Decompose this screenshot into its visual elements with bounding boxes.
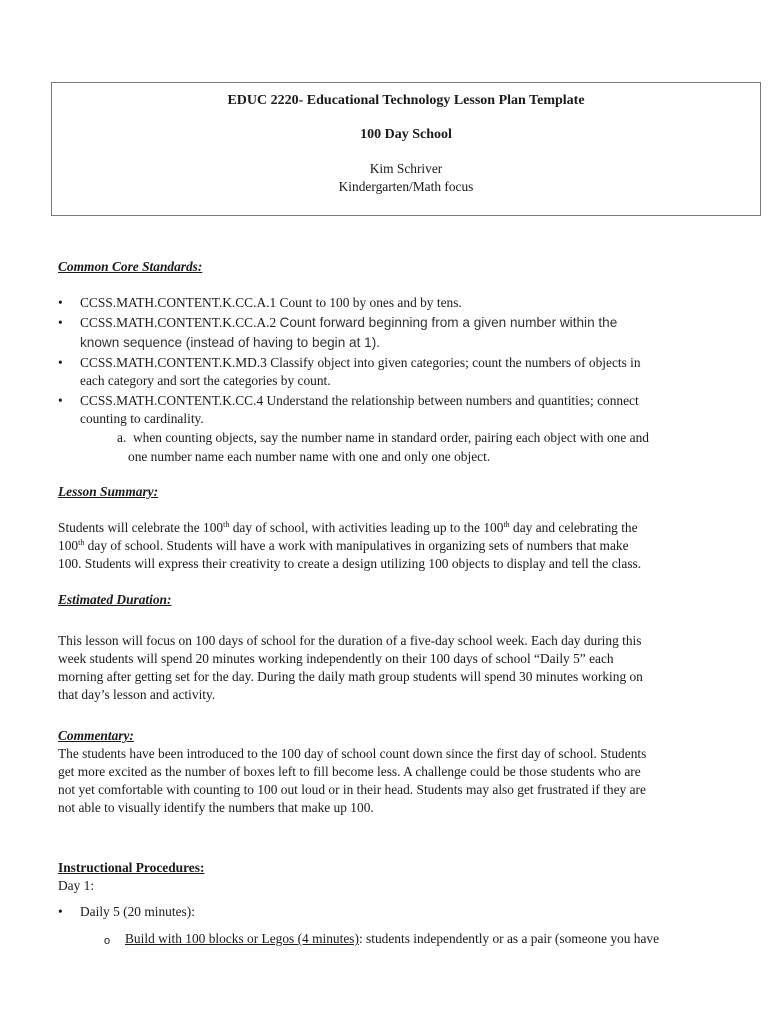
standard-item-4-cont: counting to cardinality. [80,411,204,426]
summary-line-3: 100. Students will express their creativity to create a design utilizing 100 objects to display and tell the class. [58,556,642,571]
commentary-line-3: not yet comfortable with counting to 100 out loud or in their head. Students may also get frustrated if they are [58,782,646,797]
standard-item-1: CCSS.MATH.CONTENT.K.CC.A.1 Count to 100 by ones and by tens. [80,295,462,310]
daily5-item: Daily 5 (20 minutes): [80,904,195,919]
commentary-line-4: not able to visually identify the numbers that make up 100. [58,800,374,815]
standard-item-2 [80,314,720,332]
sub-item-text-cont: one number name each number name with one and only one object. [128,449,491,464]
day-label: Day 1: [58,878,95,893]
commentary-heading: Commentary: [58,728,134,743]
bullet-icon: • [58,295,63,310]
commentary-line-1: The students have been introduced to the 100 day of school count down since the first day of school. Students [58,746,647,761]
grade-focus: Kindergarten/Math focus [338,179,474,194]
standards-heading: Common Core Standards: [58,259,203,274]
summary-line-2: 100th day of school. Students will have a work with manipulatives in organizing sets of numbers that make [58,538,629,553]
standard-item-4: CCSS.MATH.CONTENT.K.CC.4 Understand the relationship between numbers and quantities; connect [80,393,639,408]
summary-line-1: Students will celebrate the 100th day of school, with activities leading up to the 100th day and celebrating the [58,520,638,535]
bullet-icon: • [58,315,63,330]
standard-item-3-cont: each category and sort the categories by count. [80,373,331,388]
circle-bullet-icon: o [104,935,111,947]
bullet-icon: • [58,355,63,370]
sub-item-marker: a. [117,430,127,445]
standard-text: Count forward beginning from a given number within the [279,315,618,330]
standard-item-2-cont: known sequence (instead of having to begin at 1). [80,335,381,350]
document-title: EDUC 2220- Educational Technology Lesson Plan Template [227,93,585,108]
standard-item-3: CCSS.MATH.CONTENT.K.MD.3 Classify object into given categories; count the numbers of objects in [80,355,641,370]
duration-line-4: that day’s lesson and activity. [58,687,216,702]
sub-item-text: when counting objects, say the number name in standard order, pairing each object with one and [133,430,649,445]
duration-line-2: week students will spend 20 minutes working independently on their 100 days of school “Daily 5” each [58,651,614,666]
activity-description: : students independently or as a pair (someone you have [358,931,660,946]
commentary-line-2: get more excited as the number of boxes left to fill become less. A challenge could be those students who are [58,764,641,779]
bullet-icon: • [58,904,63,919]
summary-heading: Lesson Summary: [58,484,159,499]
duration-line-1: This lesson will focus on 100 days of school for the duration of a five-day school week. Each day during this [58,633,642,648]
daily5-subitem [125,930,659,948]
activity-title: Build with 100 blocks or Legos (4 minutes) [125,931,359,946]
duration-line-3: morning after getting set for the day. During the daily math group students will spend 30 minutes working on [58,669,643,684]
header-box [51,82,761,216]
standard-code: CCSS.MATH.CONTENT.K.CC.A.2 [80,315,277,330]
author-name: Kim Schriver [369,161,443,176]
bullet-icon: • [58,393,63,408]
procedures-heading: Instructional Procedures: [58,860,205,875]
lesson-title: 100 Day School [360,127,452,142]
duration-heading: Estimated Duration: [58,592,172,607]
